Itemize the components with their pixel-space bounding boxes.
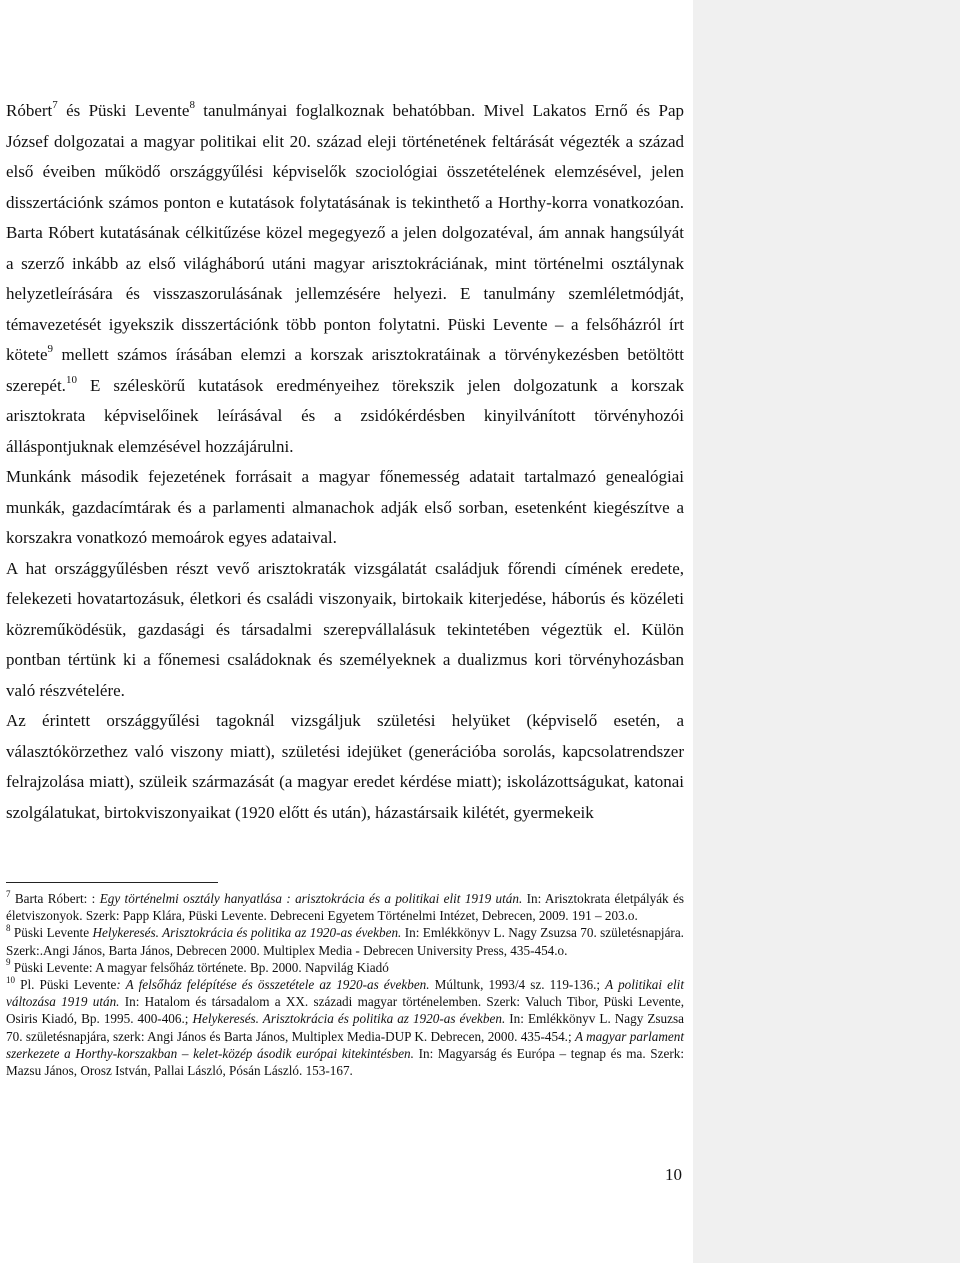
footnote-ref-7[interactable]: 7 <box>52 99 58 112</box>
text-run: Püski Levente: A magyar felsőház története. Bp. 2000. Napvilág Kiadó <box>10 959 389 975</box>
paragraph-1 <box>6 96 684 462</box>
text-run: E széleskörű kutatások eredményeihez törekszik jelen dolgozatunk a korszak arisztokrata képviselőinek leírásával és a zsidókérdésben kinyilvánított törvényhozói álláspontjuknak elemzésével hozzájárulni. <box>6 375 684 456</box>
footnote-ref-9[interactable]: 9 <box>47 343 54 356</box>
footnote-7 <box>6 890 684 924</box>
footnote-number: 9 <box>6 957 11 968</box>
italic-title: A politikai elit változása 1919 után. <box>6 977 684 1010</box>
italic-title: A magyar parlament szerkezete a Horthy-korszakban – kelet-közép ásodik európai kitekintésben. <box>6 1028 684 1061</box>
footnote-separator <box>6 882 218 883</box>
text-run: mellett számos írásában elemzi a korszak arisztokratáinak a törvénykezésben betöltött szerepét. <box>6 345 684 395</box>
text-run: In: Emlékkönyv L. Nagy Zsuzsa 70. születésnapjára, szerk: Angi János és Barta János, Multiplex Media-DUP K. Debrecen, 2000. 435-454.; <box>6 1011 684 1044</box>
footnote-number: 8 <box>6 923 11 934</box>
footnote-ref-10[interactable]: 10 <box>65 373 77 386</box>
text-run: In: Arisztokrata életpályák és életviszonyok. Szerk: Papp Klára, Püski Levente. Debreceni Egyetem Történelmi Intézet, Debrecen, 2009. 191 – 203.o. <box>6 891 684 924</box>
footnote-ref-8[interactable]: 8 <box>189 99 195 112</box>
footnote-8 <box>6 924 684 958</box>
italic-title: Egy történelmi osztály hanyatlása : arisztokrácia és a politikai elit 1919 után. <box>99 891 523 906</box>
text-run: Pl. Püski Levente <box>15 977 117 993</box>
text-run: In: Emlékkönyv L. Nagy Zsuzsa 70. születésnapjára. Szerk:.Angi János, Barta János, Debrecen 2000. Multiplex Media - Debrecen University Press, 435-454.o. <box>6 925 684 958</box>
italic-title: Helykeresés. Arisztokrácia és politika az 1920-as években. <box>92 925 402 941</box>
text-run: tanulmányai foglalkoznak behatóbban. Mivel Lakatos Ernő és Pap József dolgozatai a magyar politikai elit 20. század eleji történetének feltárását végezték a század első éveiben működő országgyűlési képviselők szociológiai összetételének elemzésével, jelen disszertációnk számos ponton e kutatások folytatásának is tekinthető a Horthy-korra vonatkozóan. Barta Róbert kutatásának célkitűzése közel megegyező a jelen dolgozatéval, ám annak hangsúlyát a szerző inkább az első világháború utáni magyar arisztokráciának, mint történelmi osztálynak helyzetleírására és visszaszorulásának jellemzésére helyezi. E tanulmány szemléletmódját, témavezetését igyekszik disszertációnk több ponton folytatni. Püski Levente – a felsőházról írt kötete <box>6 101 684 364</box>
footnote-number: 7 <box>6 888 11 899</box>
text-run: In: Magyarság és Európa – tegnap és ma. Szerk: Mazsu János, Orosz István, Pallai László, Pósán László. 153-167. <box>6 1045 684 1079</box>
text-run: Püski Levente <box>10 925 93 941</box>
paragraph-3: A hat országgyűlésben részt vevő arisztokraták vizsgálatát családjuk főrendi címének eredete, felekezeti hovatartozásuk, életkori és családi viszonyaik, birtokaik kiterjedése, háborús és közéleti közreműködésük, gazdasági és társadalmi szerepvállalásuk tekintetében végeztük el. Külön pontban tértünk ki a főnemesi családoknak és személyeknek a dualizmus kori törvényhozásban való részvételére. <box>6 558 684 700</box>
footnotes <box>6 890 684 1079</box>
italic-title: Helykeresés. Arisztokrácia és politika az 1920-as években. <box>192 1011 506 1027</box>
text-run: Barta Róbert: : <box>10 891 100 906</box>
footnote-10 <box>6 976 684 1079</box>
text-run: In: Hatalom és társadalom a XX. századi magyar történelemben. Szerk: Valuch Tibor, Püski Levente, Osiris Kiadó, Bp. 1995. 400-406.; <box>6 994 684 1027</box>
footnote-9 <box>6 959 684 976</box>
footnote-number: 10 <box>6 974 15 985</box>
page-number: 10 <box>665 1165 682 1184</box>
comment-margin-panel <box>693 0 960 1263</box>
main-text <box>6 96 684 828</box>
italic-title: : A felsőház felépítése és összetétele az 1920-as években. <box>116 977 430 993</box>
paragraph-4: Az érintett országgyűlési tagoknál vizsgáljuk születési helyüket (képviselő esetén, a választókörzethez való viszony miatt), születési idejüket (generációba sorolás, kapcsolatrendszer felrajzolása miatt), szüleik származását (a magyar eredet kérdése miatt); iskolázottságukat, katonai szolgálatukat, birtokviszonyaikat (1920 előtt és után), házastársaik kilétét, gyermekeik <box>6 711 684 822</box>
paragraph-2: Munkánk második fejezetének forrásait a magyar főnemesség adatait tartalmazó genealógiai munkák, gazdacímtárak és a parlamenti almanachok adják első sorban, esetenként kiegészítve a korszakra vonatkozó memoárok egyes adataival. <box>6 467 684 547</box>
text-run: Múltunk, 1993/4 sz. 119-136.; <box>429 977 606 993</box>
text-run: Róbert <box>6 101 53 120</box>
text-run: és Püski Levente <box>57 101 190 120</box>
